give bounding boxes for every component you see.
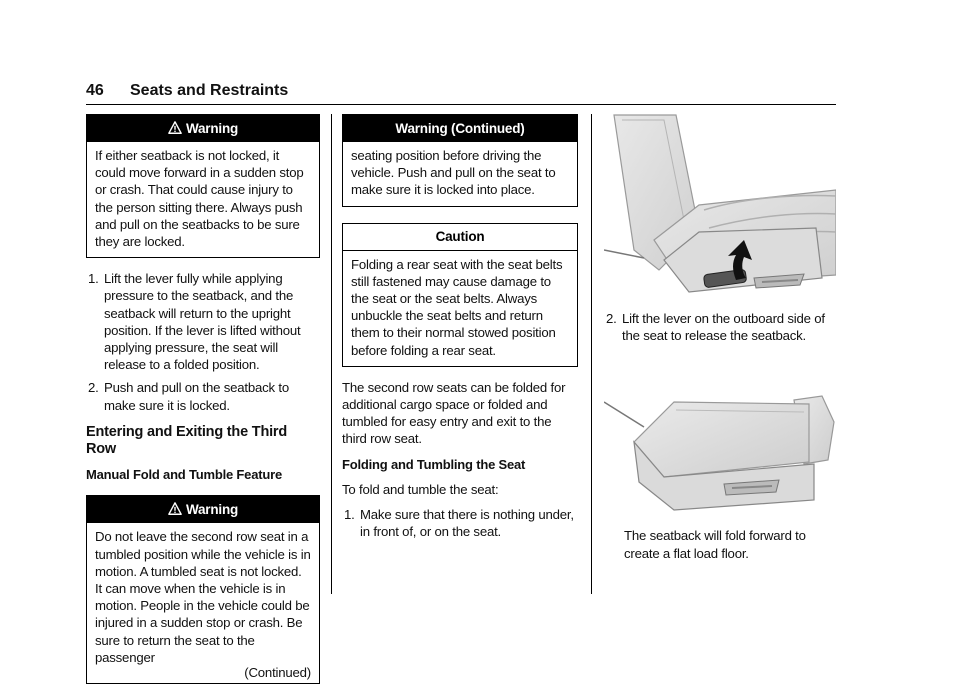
column-left bbox=[86, 114, 320, 696]
warning-text: Do not leave the second row seat in a tumbled position while the vehicle is in motion. A tumbled seat is not locked. It can move when the vehicle is in motion. People in the vehicle could be injured in a sudden stop or crash. Be sure to return the seat to the passenger bbox=[95, 529, 311, 665]
step-number: 2. bbox=[88, 380, 99, 396]
list-item bbox=[604, 310, 836, 344]
column-divider bbox=[591, 114, 592, 594]
subheading-fold-tumble: Manual Fold and Tumble Feature bbox=[86, 467, 282, 483]
caution-box bbox=[342, 223, 578, 367]
list-item bbox=[86, 379, 320, 413]
step-number: 1. bbox=[344, 507, 355, 523]
warning-title: Warning bbox=[185, 502, 239, 518]
caution-text: Folding a rear seat with the seat belts still fastened may cause damage to the seat or the seat belts. Always unbuckle the seat belts and return them to their normal stowed position before folding a rear seat. bbox=[351, 256, 563, 358]
warning-text: seating position before driving the vehicle. Push and pull on the seat to make sure it is locked into place. bbox=[351, 148, 556, 198]
warning-triangle-icon bbox=[168, 121, 182, 135]
warning-title: Warning bbox=[185, 121, 239, 136]
list-item bbox=[86, 270, 320, 373]
warning-continued-box bbox=[342, 114, 578, 207]
warning-body bbox=[87, 523, 319, 683]
caution-header: Caution bbox=[343, 224, 577, 251]
step-number: 2. bbox=[606, 311, 617, 326]
page-header bbox=[86, 78, 836, 105]
step-text: Lift the lever on the outboard side of the seat to release the seatback. bbox=[622, 311, 825, 344]
step-text: Make sure that there is nothing under, in front of, or on the seat. bbox=[360, 507, 574, 540]
column-divider bbox=[331, 114, 332, 594]
step-text: Push and pull on the seatback to make sure it is locked. bbox=[104, 380, 289, 413]
step-number: 1. bbox=[88, 271, 99, 287]
lead-text: To fold and tumble the seat: bbox=[342, 481, 499, 497]
warning-header bbox=[87, 115, 319, 142]
column-middle bbox=[342, 114, 578, 546]
page-number: 46 bbox=[86, 82, 104, 99]
warning-header bbox=[87, 496, 319, 523]
warning-box bbox=[86, 495, 320, 684]
column-right bbox=[604, 110, 836, 562]
warning-header: Warning (Continued) bbox=[343, 115, 577, 142]
section-title: Seats and Restraints bbox=[130, 82, 289, 99]
intro-paragraph: The second row seats can be folded for additional cargo space or folded and tumbled for easy entry and exit to the third row seat. bbox=[342, 379, 566, 447]
warning-box bbox=[86, 114, 320, 258]
result-text: The seatback will fold forward to create a flat load floor. bbox=[624, 528, 806, 561]
seat-folded-illustration bbox=[604, 382, 836, 517]
step-text: Lift the lever fully while applying pressure to the seatback, and the seatback will return to the upright position. If the lever is lifted without applying pressure, the seat will release to a folded position. bbox=[104, 271, 301, 373]
list-item bbox=[342, 506, 578, 540]
warning-triangle-icon bbox=[168, 502, 182, 516]
heading-third-row: Entering and Exiting the Third Row bbox=[86, 423, 288, 458]
seat-lever-illustration bbox=[604, 110, 836, 300]
subheading-folding: Folding and Tumbling the Seat bbox=[342, 456, 526, 472]
warning-text: If either seatback is not locked, it could move forward in a sudden stop or crash. That could cause injury to the person sitting there. Always push and pull on the seatbacks to be sure they are locked. bbox=[95, 148, 304, 250]
continued-label: (Continued) bbox=[244, 665, 311, 681]
